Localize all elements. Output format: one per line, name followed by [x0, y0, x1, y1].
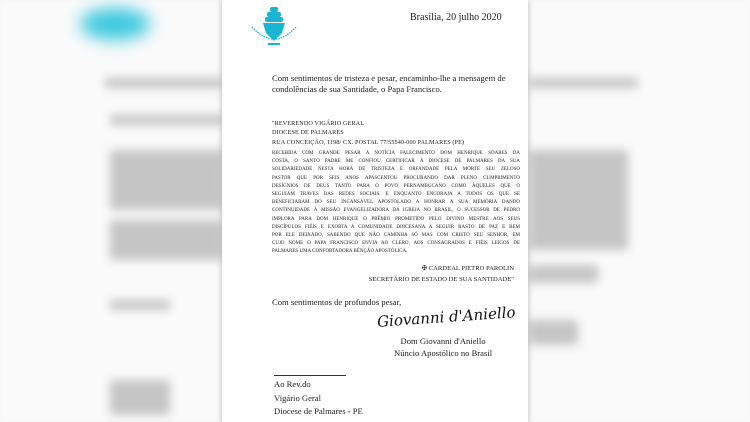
- addressee-line: Ao Rev.do: [274, 379, 311, 389]
- body-line: DISCÍPULOS FIÉIS E EXORTA A COMUNIDADE DIOCESANA A SEGUIR RASTO DE PAZ E BEM: [272, 224, 520, 230]
- letter-page: [222, 0, 528, 422]
- blurred-text: [110, 380, 170, 415]
- blurred-text: [110, 150, 222, 210]
- signer-title: Núncio Apostólico no Brasil: [394, 348, 493, 358]
- blurred-text: [110, 115, 222, 125]
- addressee-line: Vigário Geral: [274, 392, 321, 403]
- body-line: PASTOR QUE POR SEIS ANOS APASCENTOU PROCURANDO DAR PLENO CUMPRIMENTO: [272, 175, 520, 181]
- cardinal-signature-block: [369, 263, 514, 285]
- body-line: SEGUIAM TRAVES DAS REDES SOCIAIS. E ENQUANTO ENCORAJA A TODOS OS QUE SE: [272, 191, 520, 197]
- signer-name: Dom Giovanni d'Aniello: [400, 336, 486, 346]
- addressee-block: [274, 378, 363, 419]
- body-line: CUJO NOME O PAPA FRANCISCO ENVIA AO CLERO, AOS CONSAGRADOS E FIÉIS LEIGOS DE: [272, 241, 520, 247]
- closing-line: Com sentimentos de profundos pesar,: [272, 297, 402, 307]
- handwritten-signature: Giovanni d'Aniello: [376, 303, 517, 331]
- address-line: RUA CONCEIÇÃO, 1198/ CX. POSTAL 77/55540-000 PALMARES (PE): [272, 138, 465, 146]
- body-line: PALMARES UMA CONFORTADORA BÊNÇÃO APOSTÓLICA.: [272, 249, 408, 255]
- body-line: DESÍGNIOS DE DEUS TANTO PARA O POVO PERNAMBUCANO COMO ÀQUELES QUE O: [272, 183, 520, 189]
- blurred-text: [528, 265, 598, 283]
- body-line: CONTINUIDADE À MISSÃO EVANGELIZADORA DA IGREJA NO BRASIL, O SUCESSOR DE PEDRO: [272, 208, 520, 214]
- addressee-line: Diocese de Palmares - PE: [274, 406, 363, 417]
- address-line: "REVERENDO VIGÁRIO GERAL: [272, 120, 365, 127]
- body-line: COSTA, O SANTO PADRE ME CONFIOU CERTIFICAR À DIOCESE DE PALMARES DA SUA: [272, 159, 520, 165]
- divider-line: [274, 375, 346, 376]
- body-line: SOLIDARIEDADE NESTA HORA DE TRISTEZA E ORFANDADE PELA MORTE SEU ZELOSO: [272, 167, 520, 173]
- blurred-logo: [80, 8, 150, 40]
- blurred-text: [528, 78, 638, 88]
- body-line: IMPLORA PARA DOM HENRIQUE O PRÊMIO PROMETIDO PELO DIVINO MESTRE AOS SEUS: [272, 216, 520, 222]
- cardinal-title: SECRETÁRIO DE ESTADO DE SUA SANTIDADE": [368, 276, 514, 283]
- recipient-address: [272, 119, 464, 147]
- body-line: POR ELE DEIXADO, SABENDO QUE NÃO CAMINHA SÓ MAS COM CRISTO SEU SENHOR, EM: [272, 232, 520, 238]
- blurred-text: [110, 220, 222, 260]
- condolence-message-body: [272, 150, 520, 256]
- blurred-text: [110, 300, 170, 310]
- letter-date: Brasília, 20 julho 2020: [410, 12, 502, 23]
- blurred-text: [528, 320, 578, 345]
- blurred-background-right: [528, 0, 750, 422]
- blurred-text: [528, 150, 628, 250]
- signer-block: [394, 335, 492, 359]
- body-line: RECEBIDA COM GRANDE PESAR A NOTÍCIA FALECIMENTO DOM HENRIQUE SOARES DA: [272, 151, 520, 156]
- blurred-background-left: [0, 0, 222, 422]
- address-line: DIOCESE DE PALMARES: [272, 129, 344, 137]
- blurred-text: [105, 78, 222, 88]
- nunciature-coat-of-arms-logo: [246, 5, 302, 49]
- cardinal-name: ✠ CARDEAL PIETRO PAROLIN: [421, 265, 514, 272]
- intro-paragraph: Com sentimentos de tristeza e pesar, encaminho-lhe a mensagem de condolências de sua Santidade, o Papa Francisco.: [272, 73, 506, 94]
- body-line: BENEFICIARAM DO SEU INCANSÁVEL APOSTOLADO A HONRAR A SUA MEMÓRIA DANDO: [272, 200, 520, 206]
